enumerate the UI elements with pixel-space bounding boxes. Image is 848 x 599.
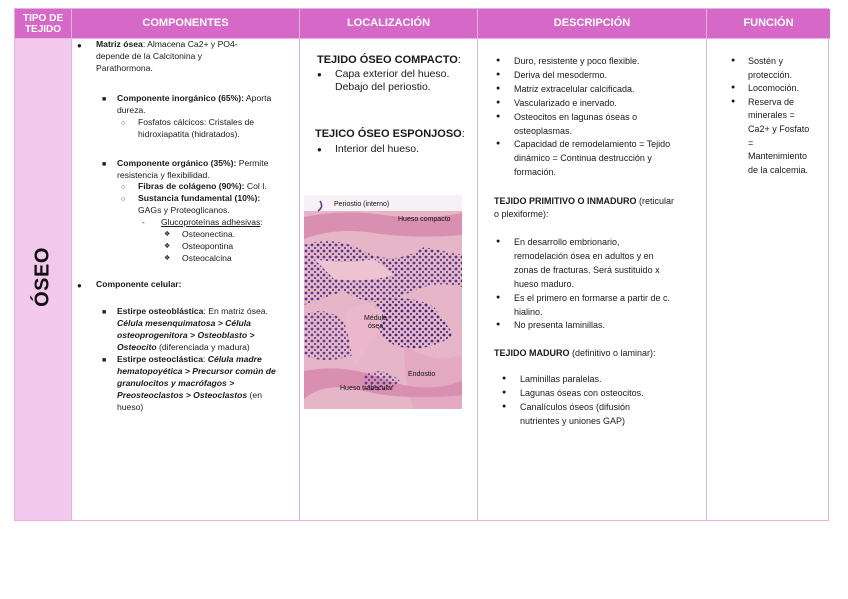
primitivo-title: TEJIDO PRIMITIVO O INMADURO bbox=[494, 196, 637, 206]
clast-chain-4b: (en bbox=[247, 390, 262, 400]
header-descripcion: DESCRIPCIÓN bbox=[478, 9, 706, 39]
header-localizacion: LOCALIZACIÓN bbox=[300, 9, 477, 39]
esponjoso-title: TEJICO ÓSEO ESPONJOSO bbox=[315, 128, 462, 140]
celular-label: Componente celular: bbox=[96, 279, 182, 289]
circle-bullet-icon: ○ bbox=[121, 196, 126, 203]
fibras-text: Col I. bbox=[244, 181, 267, 191]
prim-list-item: hueso maduro. bbox=[514, 278, 575, 289]
bullet-icon: ● bbox=[502, 375, 507, 382]
bullet-icon: ● bbox=[317, 70, 322, 79]
bullet-icon: ● bbox=[77, 281, 82, 290]
func-list-item: Ca2+ y Fosfato bbox=[748, 124, 810, 134]
mad-list-item: Laminillas paralelas. bbox=[520, 374, 602, 384]
bullet-icon: ● bbox=[731, 84, 736, 92]
org-text-2: resistencia y flexibilidad. bbox=[117, 170, 210, 180]
square-bullet-icon: ■ bbox=[102, 309, 107, 316]
compacto-colon: : bbox=[457, 54, 461, 66]
desc-list-item: dinámico = Continua destrucción y bbox=[514, 153, 652, 164]
label-endostio: Endostio bbox=[408, 371, 436, 378]
bone-histology-drawing bbox=[304, 195, 462, 409]
column-descripcion bbox=[478, 9, 707, 520]
label-hueso-compacto: Hueso compacto bbox=[398, 216, 451, 223]
circle-bullet-icon: ○ bbox=[121, 120, 126, 127]
func-list-item: Locomoción. bbox=[748, 83, 800, 94]
matriz-label: Matriz ósea bbox=[96, 39, 143, 49]
header-tipo: TIPO DE TEJIDO bbox=[15, 9, 71, 39]
mad-list-item: Canalículos óseos (difusión bbox=[520, 401, 631, 412]
clast-chain-4: Preosteoclastos > Osteoclastos bbox=[117, 390, 248, 400]
prim-list-item: Es el primero en formarse a partir de c. bbox=[514, 292, 671, 303]
inorg-text-2: dureza. bbox=[117, 105, 146, 115]
desc-list-item: formación. bbox=[514, 167, 557, 178]
primitivo-sub-2: o plexiforme): bbox=[494, 209, 549, 219]
desc-list-item: Duro, resistente y poco flexible. bbox=[514, 56, 640, 66]
blast-chain-3: Osteocito bbox=[117, 342, 157, 352]
descripcion-cell bbox=[478, 39, 706, 520]
diamond-bullet-icon: ❖ bbox=[164, 243, 171, 250]
tipo-cell bbox=[15, 39, 71, 520]
clast-label: Estirpe osteoclástica bbox=[117, 354, 203, 364]
maduro-sub: (definitivo o laminar): bbox=[569, 348, 656, 358]
fosfatos-1: Fosfatos cálcicos: Cristales de bbox=[138, 117, 255, 127]
func-list-item: Mantenimiento bbox=[748, 151, 808, 162]
clast-chain-3: granulocitos y macrófagos > bbox=[117, 378, 235, 388]
header-funcion: FUNCIÓN bbox=[707, 9, 830, 39]
org-text: Permite bbox=[236, 158, 269, 168]
blast-label: Estirpe osteoblástica bbox=[117, 306, 204, 316]
bullet-icon: ● bbox=[496, 238, 501, 245]
bullet-icon: ● bbox=[77, 41, 82, 50]
componentes-cell bbox=[72, 39, 299, 520]
desc-list-item: Matriz extracelular calcificada. bbox=[514, 83, 635, 94]
blast-chain-3b: (diferenciada y madura) bbox=[156, 342, 250, 352]
compacto-title: TEJIDO ÓSEO COMPACTO bbox=[317, 54, 458, 66]
blast-chain-2: osteoprogenitora > Osteoblasto > bbox=[117, 330, 255, 340]
prim-list-item: En desarrollo embrionario, bbox=[514, 237, 620, 247]
desc-list-item: osteoplasmas. bbox=[514, 125, 573, 136]
bullet-icon: ● bbox=[496, 98, 501, 106]
header-componentes: COMPONENTES bbox=[72, 9, 299, 39]
column-funcion bbox=[707, 9, 830, 520]
func-list-item: de la calcemia. bbox=[748, 164, 809, 175]
matriz-text: : Almacena Ca2+ y PO4- bbox=[142, 39, 238, 49]
clast-colon: : bbox=[202, 354, 208, 364]
clast-chain-1: Célula madre bbox=[207, 354, 262, 364]
bullet-icon: ● bbox=[502, 388, 507, 396]
esponjoso-colon: : bbox=[461, 128, 465, 140]
matriz-text-3: Parathormona. bbox=[96, 63, 153, 73]
func-list-item: Sostén y bbox=[748, 56, 784, 66]
square-bullet-icon: ■ bbox=[102, 96, 107, 103]
prim-list-item: hialino. bbox=[514, 306, 543, 317]
func-list-item: protección. bbox=[748, 69, 793, 80]
desc-list-item: Capacidad de remodelamiento = Tejido bbox=[514, 139, 671, 150]
label-hueso-trabecular: Hueso trabecular bbox=[340, 385, 394, 392]
esponjoso-1: Interior del hueso. bbox=[335, 143, 420, 155]
square-bullet-icon: ■ bbox=[102, 357, 107, 364]
diamond-bullet-icon: ❖ bbox=[164, 255, 171, 262]
maduro-title: TEJIDO MADURO bbox=[494, 348, 570, 358]
compacto-1: Capa exterior del hueso. bbox=[335, 68, 450, 80]
blast-chain-1: Célula mesenquimatosa > Célula bbox=[117, 318, 251, 328]
prim-list-item: remodelación ósea en adultos y en bbox=[514, 250, 654, 261]
fosfatos-2: hidroxiapatita (hidratados). bbox=[138, 129, 240, 139]
matriz-text-2: depende de la Calcitonina y bbox=[96, 51, 203, 61]
gluco-item-1: Osteonectina. bbox=[182, 229, 236, 239]
sust-text: GAGs y Proteoglicanos. bbox=[138, 205, 230, 215]
gluco-item-3: Osteocalcina bbox=[182, 253, 232, 263]
column-tipo bbox=[15, 9, 72, 520]
circle-bullet-icon: ○ bbox=[121, 184, 126, 191]
bullet-icon: ● bbox=[496, 293, 501, 301]
clast-chain-5: hueso) bbox=[117, 402, 144, 412]
primitivo-sub-1: (reticular bbox=[636, 196, 675, 206]
prim-list-item: zonas de fracturas. Será sustituido x bbox=[514, 264, 660, 275]
func-list-item: minerales = bbox=[748, 110, 795, 121]
bullet-icon: ● bbox=[731, 57, 736, 64]
dash-bullet-icon: - bbox=[142, 218, 145, 227]
bullet-icon: ● bbox=[496, 70, 501, 78]
clast-chain-2: hematopoyética > Precursor común de bbox=[117, 366, 276, 376]
desc-list-item: Vascularizado e inervado. bbox=[514, 97, 617, 108]
gluco-item-2: Osteopontina bbox=[182, 241, 234, 251]
func-list-item: Reserva de bbox=[748, 96, 795, 107]
histology-image bbox=[304, 195, 462, 409]
bullet-icon: ● bbox=[496, 321, 501, 329]
column-componentes bbox=[72, 9, 300, 520]
inorg-text: Aporta bbox=[244, 93, 272, 103]
desc-list-item: Osteocitos en lagunas óseas o bbox=[514, 111, 638, 122]
label-periostio: Periostio (interno) bbox=[334, 201, 390, 208]
funcion-cell bbox=[707, 39, 830, 520]
bullet-icon: ● bbox=[496, 84, 501, 92]
gluco-label: Glucoproteínas adhesivas bbox=[161, 217, 261, 227]
bullet-icon: ● bbox=[731, 97, 736, 105]
bullet-icon: ● bbox=[502, 402, 507, 410]
bullet-icon: ● bbox=[496, 57, 501, 64]
label-medula: Médula bbox=[364, 315, 387, 322]
blast-text: : En matriz ósea. bbox=[203, 306, 268, 316]
square-bullet-icon: ■ bbox=[102, 161, 107, 168]
mad-list-item: nutrientes y uniones GAP) bbox=[520, 415, 626, 426]
tissue-type-title: ÓSEO bbox=[31, 247, 54, 307]
fibras-label: Fibras de colágeno (90%): bbox=[138, 181, 245, 191]
bullet-icon: ● bbox=[496, 112, 501, 120]
inorg-label: Componente inorgánico (65%): bbox=[117, 93, 245, 103]
func-list-item: = bbox=[748, 137, 754, 148]
mad-list-item: Lagunas óseas con osteocitos. bbox=[520, 387, 644, 398]
prim-list-item: No presenta laminillas. bbox=[514, 320, 606, 331]
label-osea: ósea bbox=[368, 323, 384, 330]
compacto-2: Debajo del periostio. bbox=[335, 81, 431, 93]
diamond-bullet-icon: ❖ bbox=[164, 231, 171, 238]
gluco-colon: : bbox=[260, 217, 263, 227]
bullet-icon: ● bbox=[317, 145, 322, 154]
bullet-icon: ● bbox=[496, 140, 501, 148]
desc-list-item: Deriva del mesodermo. bbox=[514, 69, 608, 80]
org-label: Componente orgánico (35%): bbox=[117, 158, 237, 168]
sust-label: Sustancia fundamental (10%): bbox=[138, 193, 261, 203]
